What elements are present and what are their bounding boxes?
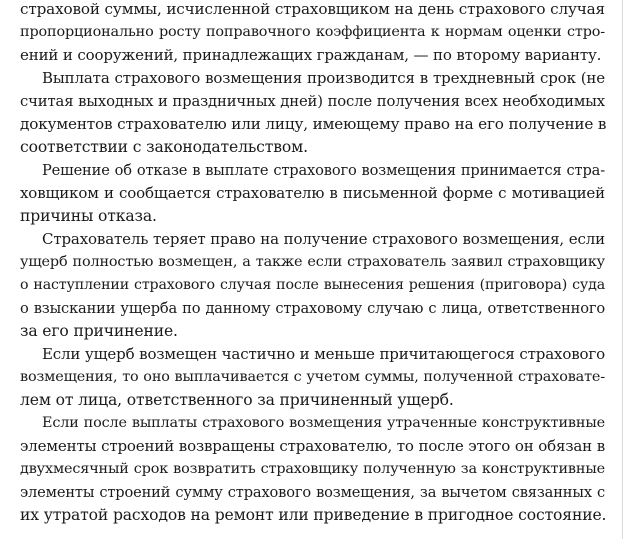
text-line: Решение об отказе в выплате страхового возмещения принимается стра- bbox=[42, 162, 605, 179]
text-line: двухмесячный срок возвратить страховщику полученную за конструктивные bbox=[20, 461, 605, 477]
text-line: о наступлении страхового случая после вынесения решения (приговора) суда bbox=[20, 277, 605, 293]
text-line: соответствии с законодательством. bbox=[20, 138, 308, 156]
text-line: о взыскании ущерба по данному страховому случаю с лица, ответственного bbox=[20, 300, 605, 317]
text-line: элементы строений сумму страхового возмещения, за вычетом связанных с bbox=[20, 484, 605, 501]
text-line: ущерб полностью возмещен, а также если страхователь заявил страховщику bbox=[20, 254, 605, 270]
text-line: Если ущерб возмещен частично и меньше причитающегося страхового bbox=[42, 345, 605, 363]
text-line: Страхователь теряет право на получение страхового возмещения, если bbox=[42, 230, 605, 248]
text-line: ховщиком и сообщается страхователю в письменной форме с мотивацией bbox=[20, 184, 605, 202]
text-line: лем от лица, ответственного за причиненный ущерб. bbox=[20, 391, 454, 409]
text-line: причины отказа. bbox=[20, 207, 157, 225]
text-line: Выплата страхового возмещения производится в трехдневный срок (не bbox=[42, 69, 605, 87]
text-line: за его причинение. bbox=[20, 322, 178, 340]
text-line: элементы строений возвращены страхователю, то после этого он обязан в bbox=[20, 437, 605, 455]
text-line: пропорционально росту поправочного коэффициента к нормам оценки стро- bbox=[20, 24, 605, 40]
text-line: считая выходных и праздничных дней) после получения всех необходимых bbox=[20, 93, 605, 110]
text-line: возмещения, то оно выплачивается с учетом суммы, полученной страховате- bbox=[20, 369, 605, 385]
text-line: документов страхователю или лицу, имеющему право на его получение в bbox=[20, 115, 607, 133]
text-line: ений и сооружений, принадлежащих гражданам, — по второму варианту. bbox=[20, 46, 602, 64]
text-line: страховой суммы, исчисленной страховщиком на день страхового случая bbox=[20, 0, 605, 18]
text-line: их утратой расходов на ремонт или приведение в пригодное состояние. bbox=[20, 506, 607, 524]
text-line: Если после выплаты страхового возмещения утраченные конструктивные bbox=[42, 415, 605, 431]
